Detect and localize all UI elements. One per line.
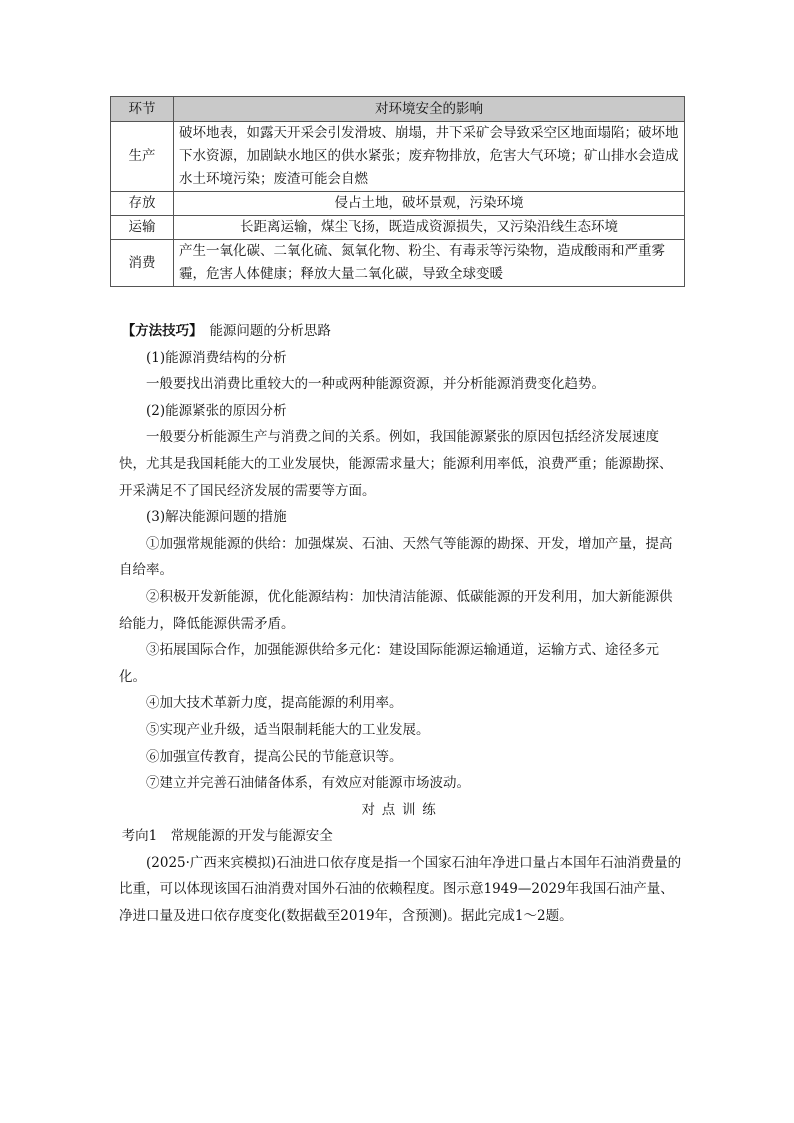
- section-1-title: (1)能源消费结构的分析: [146, 349, 287, 366]
- section-3-title: (3)解决能源问题的措施: [146, 509, 287, 526]
- training-direction: 考向1 常规能源的开发与能源安全: [121, 828, 333, 845]
- stage-cell: 运输: [111, 216, 174, 240]
- section-1-text: 一般要找出消费比重较大的一种或两种能源资源，并分析能源消费变化趋势。: [146, 376, 605, 393]
- training-title: 对点训练: [361, 801, 443, 818]
- stage-cell: 存放: [111, 192, 174, 216]
- method-title: 能源问题的分析思路: [209, 323, 331, 339]
- measure-item: ②积极开发新能源，优化能源结构：加快清洁能源、低碳能源的开发利用，加大新能源供给能力，降低能源供需矛盾。: [119, 588, 673, 632]
- measure-item: ①加强常规能源的供给：加强煤炭、石油、天然气等能源的勘探、开发，增加产量，提高自给率。: [119, 535, 673, 579]
- method-heading: [119, 318, 685, 345]
- section-2-text: 一般要分析能源生产与消费之间的关系。例如，我国能源紧张的原因包括经济发展速度快，尤其是我国耗能大的工业发展快，能源需求量大；能源利用率低，浪费严重；能源勘探、开采满足不了国民经济发展的需要等方面。: [119, 429, 673, 499]
- measure-item: ④加大技术革新力度，提高能源的利用率。: [146, 695, 403, 712]
- header-stage: 环节: [111, 97, 174, 122]
- table-row: [111, 122, 685, 192]
- stage-cell: 生产: [111, 122, 174, 192]
- table-row: [111, 192, 685, 216]
- table-row: [111, 216, 685, 240]
- environment-impact-table: [110, 96, 685, 287]
- method-label: 【方法技巧】: [121, 323, 196, 339]
- measure-item: ③拓展国际合作，加强能源供给多元化：建设国际能源运输通道，运输方式、途径多元化。: [119, 642, 659, 685]
- impact-cell: 产生一氧化碳、二氧化硫、氮氧化物、粉尘、有毒汞等污染物，造成酸雨和严重雾霾，危害人体健康；释放大量二氧化碳，导致全球变暖: [174, 240, 685, 287]
- header-impact: 对环境安全的影响: [174, 97, 685, 122]
- question-text: (2025·广西来宾模拟)石油进口依存度是指一个国家石油年净进口量占本国年石油消费量的比重，可以体现该国石油消费对国外石油的依赖程度。图示意1949—2029年我国石油产量、净进口量及进口依存度变化(数据截至2019年，含预测)。据此完成1～2题。: [119, 854, 682, 925]
- impact-cell: 破坏地表，如露天开采会引发滑坡、崩塌，井下采矿会导致采空区地面塌陷；破坏地下水资源，加剧缺水地区的供水紧张；废弃物排放，危害大气环境；矿山排水会造成水土环境污染；废渣可能会自燃: [174, 122, 685, 192]
- stage-cell: 消费: [111, 240, 174, 287]
- table-row: [111, 240, 685, 287]
- impact-cell: 侵占土地，破坏景观，污染环境: [174, 192, 685, 216]
- section-2-title: (2)能源紧张的原因分析: [146, 402, 287, 419]
- measure-item: ⑥加强宣传教育，提高公民的节能意识等。: [146, 748, 403, 765]
- table-header-row: [111, 97, 685, 122]
- measure-item: ⑦建立并完善石油储备体系，有效应对能源市场波动。: [146, 775, 470, 792]
- impact-cell: 长距离运输，煤尘飞扬，既造成资源损失，又污染沿线生态环境: [174, 216, 685, 240]
- main-text: [119, 318, 685, 930]
- measure-item: ⑤实现产业升级，适当限制耗能大的工业发展。: [146, 721, 430, 738]
